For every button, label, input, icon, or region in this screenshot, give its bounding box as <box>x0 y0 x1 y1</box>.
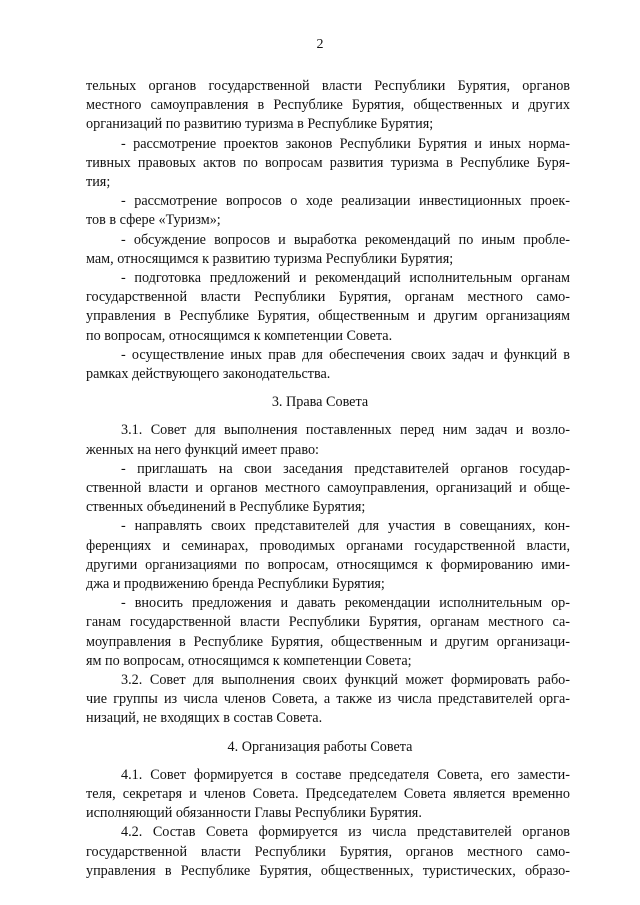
text-line: моуправления в Республике Бурятия, общественным и другим организаци- <box>86 633 570 650</box>
text-line: тов в сфере «Туризм»; <box>86 212 221 229</box>
text-line: мам, относящимся к развитию туризма Республики Бурятия; <box>86 250 454 267</box>
text-line: тельных органов государственной власти Республики Бурятия, органов <box>86 78 570 94</box>
text-line: - рассмотрение проектов законов Республики Бурятия и иных норма- <box>121 135 570 152</box>
text-line: теля, секретаря и членов Совета. Председателем Совета является временно <box>86 786 570 802</box>
text-line: низаций, не входящих в состав Совета. <box>86 710 323 727</box>
text-line: - приглашать на свои заседания представителей органов государ- <box>121 460 570 477</box>
text-line: ственных объединений в Республике Бурятия; <box>86 499 366 516</box>
text-line: - рассмотрение вопросов о ходе реализации инвестиционных проек- <box>121 193 570 210</box>
text-line: джа и продвижению бренда Республики Бурятия; <box>86 576 385 592</box>
text-line: 4.1. Совет формируется в составе председателя Совета, его замести- <box>121 766 570 783</box>
text-line: исполняющий обязанности Главы Республики Бурятия. <box>86 805 422 822</box>
text-line: 4.2. Состав Совета формируется из числа представителей органов <box>121 824 570 841</box>
text-line: ям по вопросам, относящимся к компетенции Совета; <box>86 652 412 669</box>
section-heading: 4. Организация работы Совета <box>227 738 413 755</box>
text-line: - обсуждение вопросов и выработка рекомендаций по иным пробле- <box>121 231 570 248</box>
text-line: ференциях и семинарах, проводимых органами государственной власти, <box>86 537 570 554</box>
text-line: управления в Республике Бурятия, общественным и другим организациям <box>86 308 570 325</box>
text-line: женных на него функций имеет право: <box>86 441 319 458</box>
text-line: организаций по развитию туризма в Республике Бурятия; <box>86 116 434 133</box>
text-line: - подготовка предложений и рекомендаций исполнительным органам <box>121 270 570 286</box>
section-heading: 3. Права Совета <box>271 394 369 411</box>
text-line: - направлять своих представителей для участия в совещаниях, кон- <box>121 518 570 535</box>
text-line: - вносить предложения и давать рекомендации исполнительным ор- <box>121 595 570 612</box>
text-line: по вопросам, относящимся к компетенции Совета. <box>86 327 393 344</box>
text-line: другими организациями по вопросам, относящимся к формированию ими- <box>86 556 570 573</box>
text-line: - осуществление иных прав для обеспечения своих задач и функций в <box>121 346 570 363</box>
page-number: 2 <box>316 37 324 52</box>
text-line: ственной власти и органов местного самоуправления, организаций и обще- <box>86 480 570 496</box>
text-line: тия; <box>86 174 111 190</box>
text-line: местного самоуправления в Республике Бурятия, общественных и других <box>86 97 570 114</box>
text-line: государственной власти Республики Бурятия, органам местного само- <box>86 289 570 306</box>
text-line: 3.1. Совет для выполнения поставленных перед ним задач и возло- <box>121 422 570 439</box>
text-line: ганам государственной власти Республики Бурятия, органам местного са- <box>86 614 570 631</box>
text-line: рамках действующего законодательства. <box>86 366 331 382</box>
text-line: управления в Республике Бурятия, общественных, туристических, образо- <box>86 862 570 879</box>
text-line: государственной власти Республики Бурятия, органов местного само- <box>86 843 570 860</box>
text-line: 3.2. Совет для выполнения своих функций может формировать рабо- <box>121 672 570 688</box>
text-line: тивных правовых актов по вопросам развития туризма в Республике Буря- <box>86 154 570 171</box>
text-line: чие группы из числа членов Совета, а также из числа представителей орга- <box>86 691 570 708</box>
